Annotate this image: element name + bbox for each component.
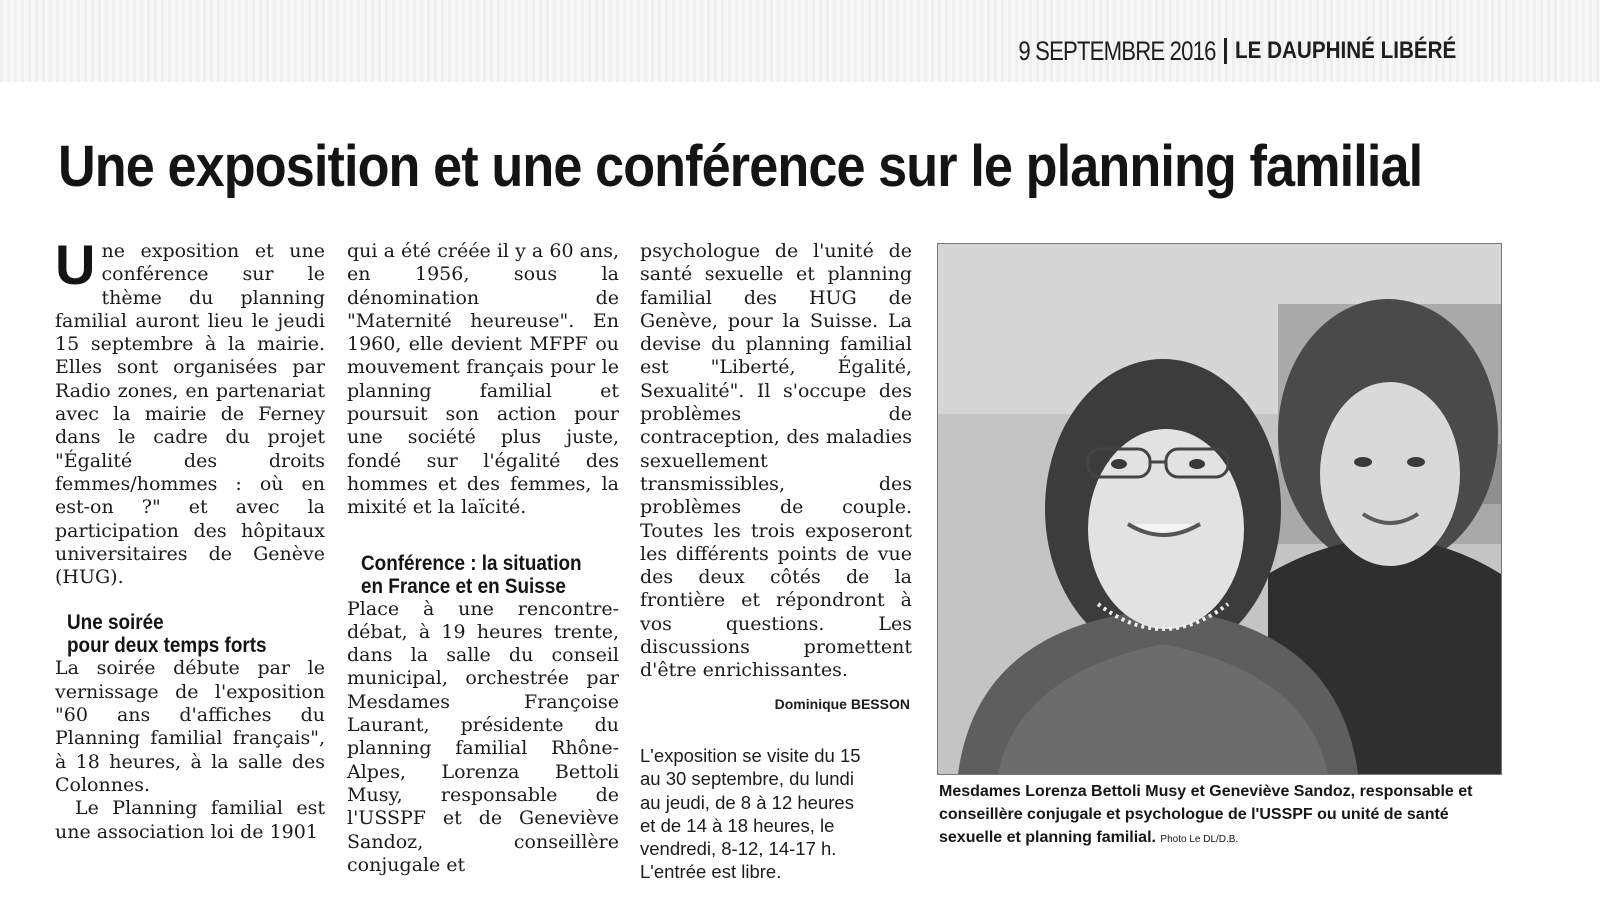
subhead-line-1: Conférence : la situation [361,551,582,575]
notice-line: au 30 septembre, du lundi [640,768,854,790]
paragraph-speakers: psychologue de l'unité de santé sexuelle et planning familial des HUG de Genève, pour la Suisse. La devise du planning familial est "Liberté, Égalité, Sexualité". Il s'occupe des problèmes de contraception, des maladies sexuellement transmissibles, des problèmes de couple. Toutes les trois exposeront les différents points de vue des deux côtés de la frontière et répondront à vos questions. Les discussions promettent d'être enrichissantes. [640,240,912,682]
subhead-conference [361,552,593,598]
subhead-soiree [67,611,299,657]
masthead-separator [1224,38,1227,64]
paragraph-soiree: La soirée débute par le vernissage de l'exposition "60 ans d'affiches du Planning familial français", à 18 heures, à la salle des Colonnes. [55,657,325,796]
photo-caption [939,780,1499,851]
paragraph-planning-association: Le Planning familial est une association loi de 1901 [55,797,325,843]
photo-credit: Photo Le DL/D.B. [1160,834,1239,845]
publication-name: LE DAUPHINÉ LIBÉRÉ [1234,37,1456,64]
masthead [975,34,1492,68]
subhead-line-2: pour deux temps forts [67,634,267,658]
subhead-line-1: Une soirée [67,611,164,635]
photo-illustration [938,244,1501,774]
article-headline: Une exposition et une conférence sur le planning familial [58,134,1423,199]
notice-line: vendredi, 8-12, 14-17 h. [640,838,837,860]
notice-line: au jeudi, de 8 à 12 heures [640,791,854,813]
publication-date: 9 SEPTEMBRE 2016 [1018,35,1216,66]
article-column-1 [55,233,325,844]
paragraph-conference: Place à une rencontre-débat, à 19 heures trente, dans la salle du conseil municipal, orchestrée par Mesdames Françoise Laurant, présidente du planning familial Rhône-Alpes, Lorenza Bettoli Musy, responsable de l'USSPF et de Geneviève Sandoz, conseillère conjugale et [347,597,619,876]
caption-text: Mesdames Lorenza Bettoli Musy et Geneviève Sandoz, responsable et conseillère conjugale et psychologue de l'USSPF ou unité de santé sexuelle et planning familial. [939,783,1473,846]
intro-text: ne exposition et une conférence sur le thème du planning familial auront lieu le jeudi 15 septembre à la mairie. Elles sont organisées par Radio zones, en partenariat avec la mairie de Ferney dans le cadre du projet "Égalité des droits femmes/hommes : où en est-on ?" et avec la participation des hôpitaux universitaires de Genève (HUG). [55,240,325,589]
article-column-3 [640,240,912,884]
subhead-line-2: en France et en Suisse [361,574,566,598]
exhibition-notice [640,744,912,884]
notice-line: L'entrée est libre. [640,861,782,883]
notice-line: L'exposition se visite du 15 [640,744,861,766]
author-byline: Dominique BESSON [774,695,910,712]
article-column-2 [347,240,619,877]
drop-cap: U [55,233,96,296]
intro-paragraph [55,233,325,589]
article-photo [937,243,1502,775]
notice-line: et de 14 à 18 heures, le [640,814,835,836]
paragraph-history: qui a été créée il y a 60 ans, en 1956, sous la dénomination de "Maternité heureuse". En 1960, elle devient MFPF ou mouvement français pour le planning familial et poursuit son action pour une société plus juste, fondé sur l'égalité des hommes et des femmes, la mixité et la laïcité. [347,240,619,519]
